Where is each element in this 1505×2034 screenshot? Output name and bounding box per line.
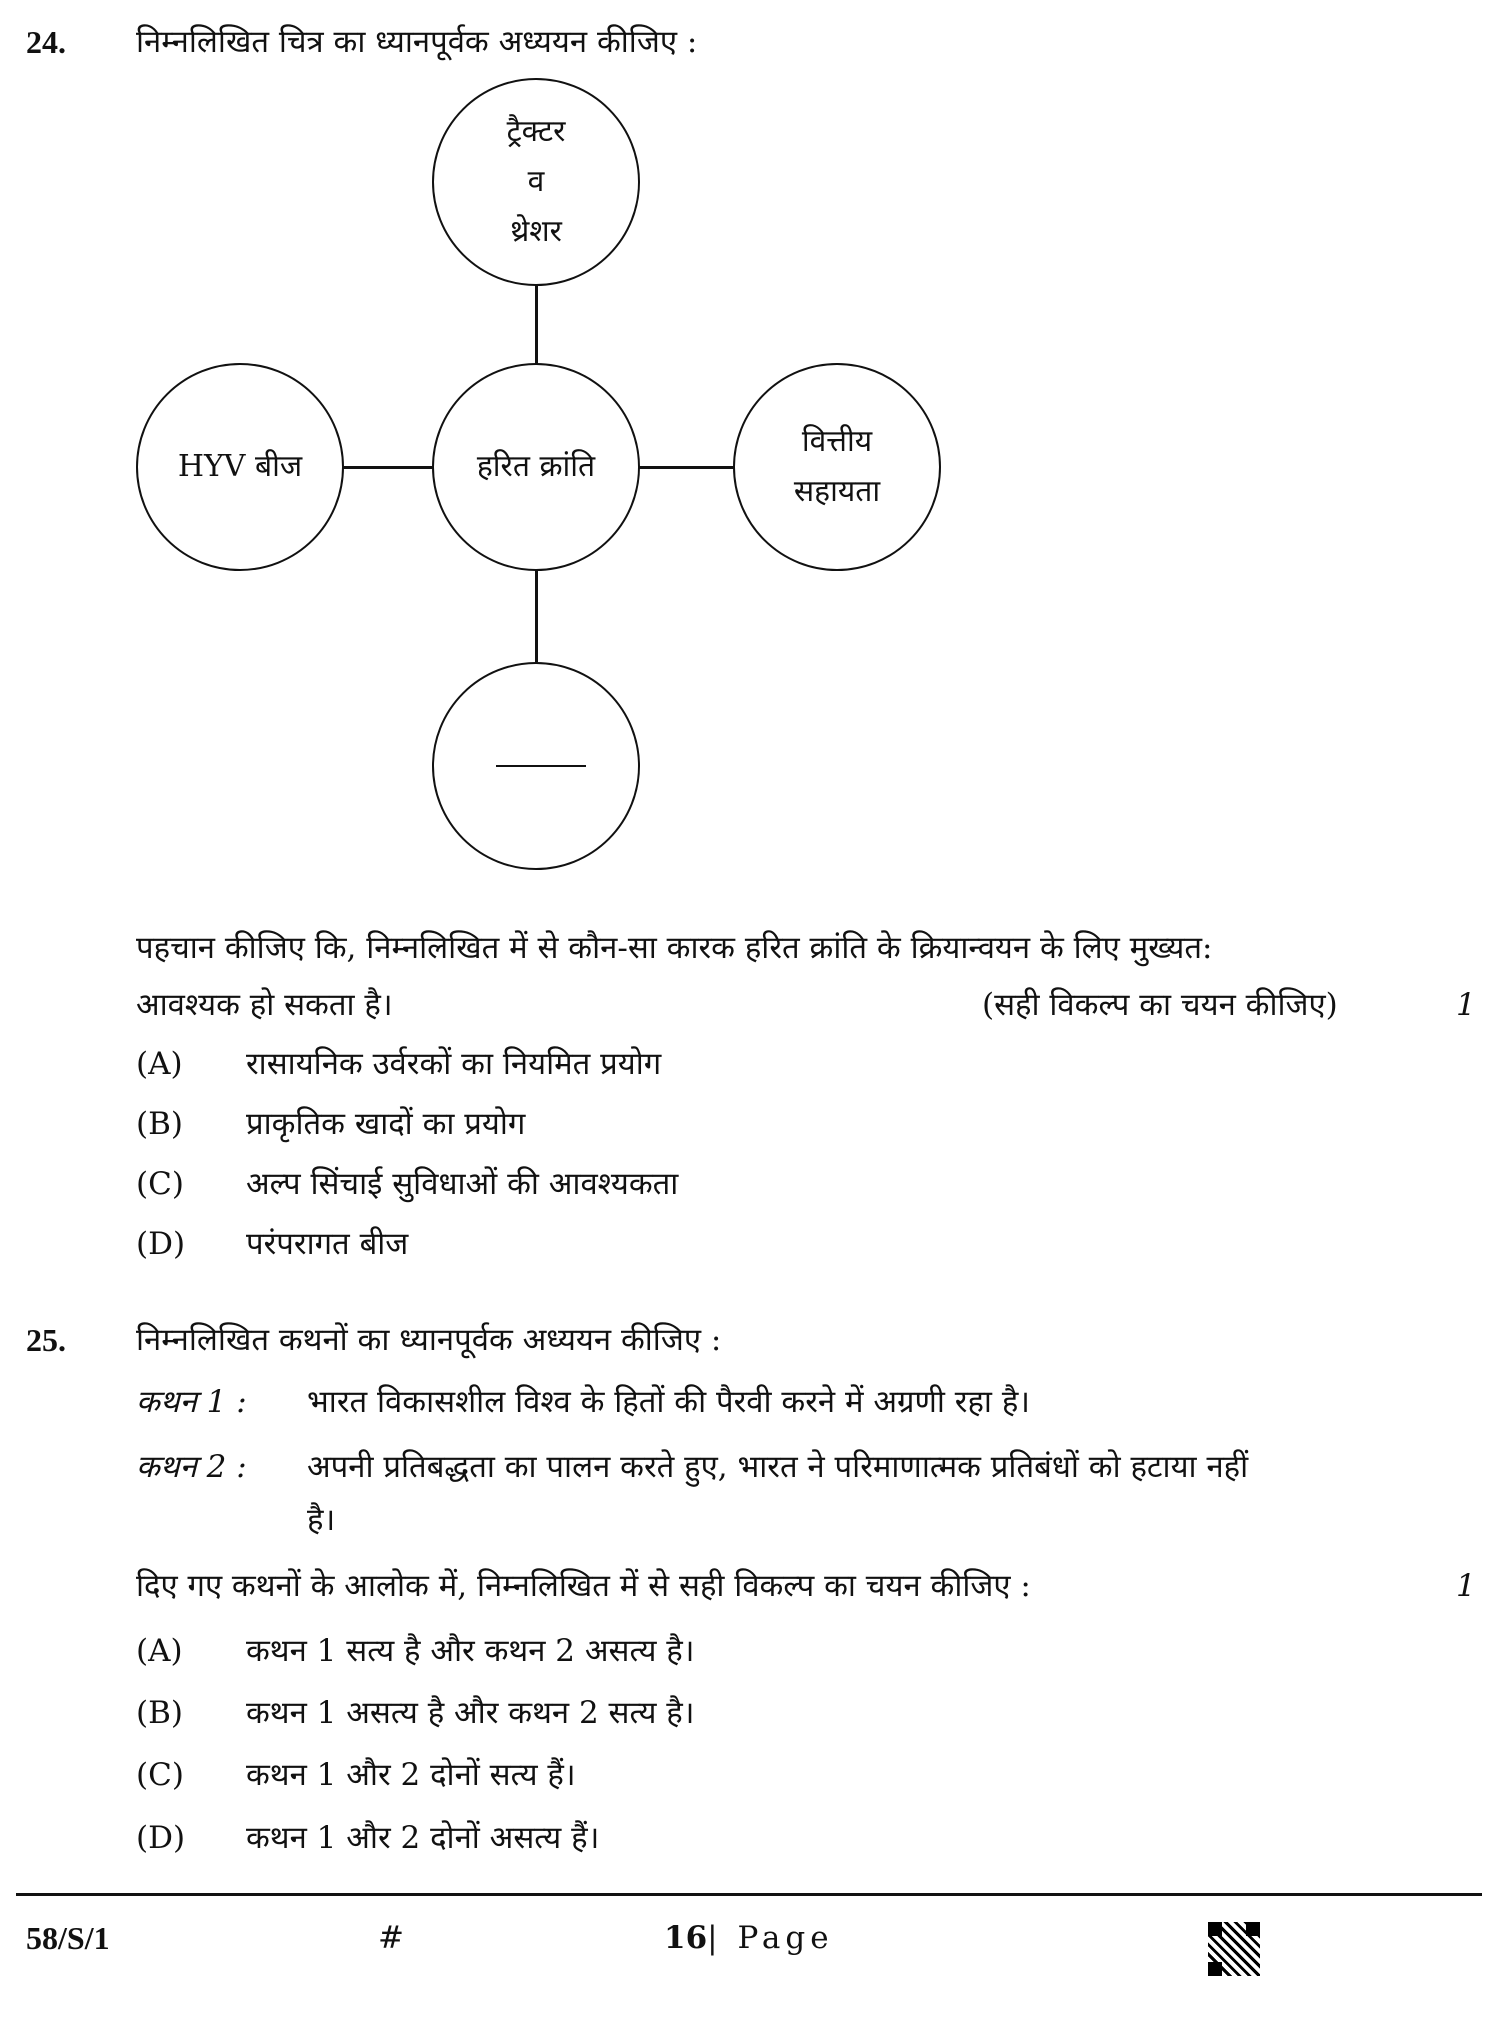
- option-text: रासायनिक उर्वरकों का नियमित प्रयोग: [246, 1046, 662, 1082]
- option-text: कथन 1 सत्य है और कथन 2 असत्य है।: [246, 1633, 695, 1669]
- option-text: अल्प सिंचाई सुविधाओं की आवश्यकता: [246, 1166, 679, 1202]
- node-text: व: [527, 164, 545, 199]
- footer-divider: [16, 1893, 1482, 1896]
- question-number-25: 25.: [26, 1322, 66, 1358]
- statement2-text-line1: अपनी प्रतिबद्धता का पालन करते हुए, भारत ने परिमाणात्मक प्रतिबंधों को हटाया नहीं: [307, 1449, 1249, 1485]
- statement2-label: कथन 2 :: [136, 1449, 247, 1485]
- node-text: थ्रेशर: [510, 214, 562, 249]
- page-word: | Page: [707, 1920, 834, 1956]
- option-label: (C): [136, 1166, 184, 1202]
- paper-code: 58/S/1: [26, 1920, 110, 1956]
- statement1-label: कथन 1 :: [136, 1384, 247, 1420]
- node-text: सहायता: [793, 474, 881, 509]
- option-label: (A): [136, 1633, 183, 1669]
- node-text: HYV बीज: [177, 449, 303, 484]
- option-label: (D): [136, 1820, 186, 1856]
- question-number-24: 24.: [26, 24, 66, 60]
- node-text: वित्तीय: [801, 424, 873, 459]
- circle-bottom-blank: [432, 662, 640, 870]
- q24-question-line2: आवश्यक हो सकता है।: [136, 987, 393, 1023]
- q25-marks: 1: [1456, 1568, 1476, 1604]
- qr-code-icon: [1208, 1922, 1260, 1976]
- circle-top: [432, 78, 640, 286]
- option-label: (A): [136, 1046, 183, 1082]
- node-text: हरित क्रांति: [476, 449, 596, 484]
- q24-marks: 1: [1456, 987, 1476, 1023]
- option-label: (D): [136, 1226, 186, 1262]
- blank-line: [496, 765, 586, 768]
- q24-prompt: निम्नलिखित चित्र का ध्यानपूर्वक अध्ययन कीजिए :: [136, 24, 698, 60]
- option-text: परंपरागत बीज: [246, 1226, 409, 1262]
- option-text: कथन 1 असत्य है और कथन 2 सत्य है।: [246, 1695, 695, 1731]
- q24-question-line1: पहचान कीजिए कि, निम्नलिखित में से कौन-सा कारक हरित क्रांति के क्रियान्वयन के लिए मुख्यत:: [136, 930, 1213, 966]
- connector-left: [342, 466, 434, 469]
- q25-question: दिए गए कथनों के आलोक में, निम्नलिखित में से सही विकल्प का चयन कीजिए :: [136, 1568, 1031, 1604]
- node-text: ट्रैक्टर: [506, 114, 566, 149]
- connector-top: [535, 284, 538, 364]
- option-label: (B): [136, 1695, 183, 1731]
- option-text: कथन 1 और 2 दोनों सत्य हैं।: [246, 1757, 576, 1793]
- page-indicator: [664, 1918, 834, 1958]
- circle-center: [432, 363, 640, 571]
- connector-right: [638, 466, 734, 469]
- hash-mark: #: [378, 1920, 404, 1956]
- q24-instruction: (सही विकल्प का चयन कीजिए): [982, 987, 1338, 1023]
- statement2-text-line2: है।: [307, 1502, 336, 1538]
- circle-right: [733, 363, 941, 571]
- page-number: 16: [664, 1920, 708, 1956]
- circle-left: [136, 363, 344, 571]
- q25-prompt: निम्नलिखित कथनों का ध्यानपूर्वक अध्ययन कीजिए :: [136, 1322, 722, 1358]
- statement1-text: भारत विकासशील विश्व के हितों की पैरवी करने में अग्रणी रहा है।: [307, 1384, 1031, 1420]
- option-label: (B): [136, 1106, 183, 1142]
- option-label: (C): [136, 1757, 184, 1793]
- option-text: प्राकृतिक खादों का प्रयोग: [246, 1106, 526, 1142]
- option-text: कथन 1 और 2 दोनों असत्य हैं।: [246, 1820, 600, 1856]
- connector-bottom: [535, 570, 538, 662]
